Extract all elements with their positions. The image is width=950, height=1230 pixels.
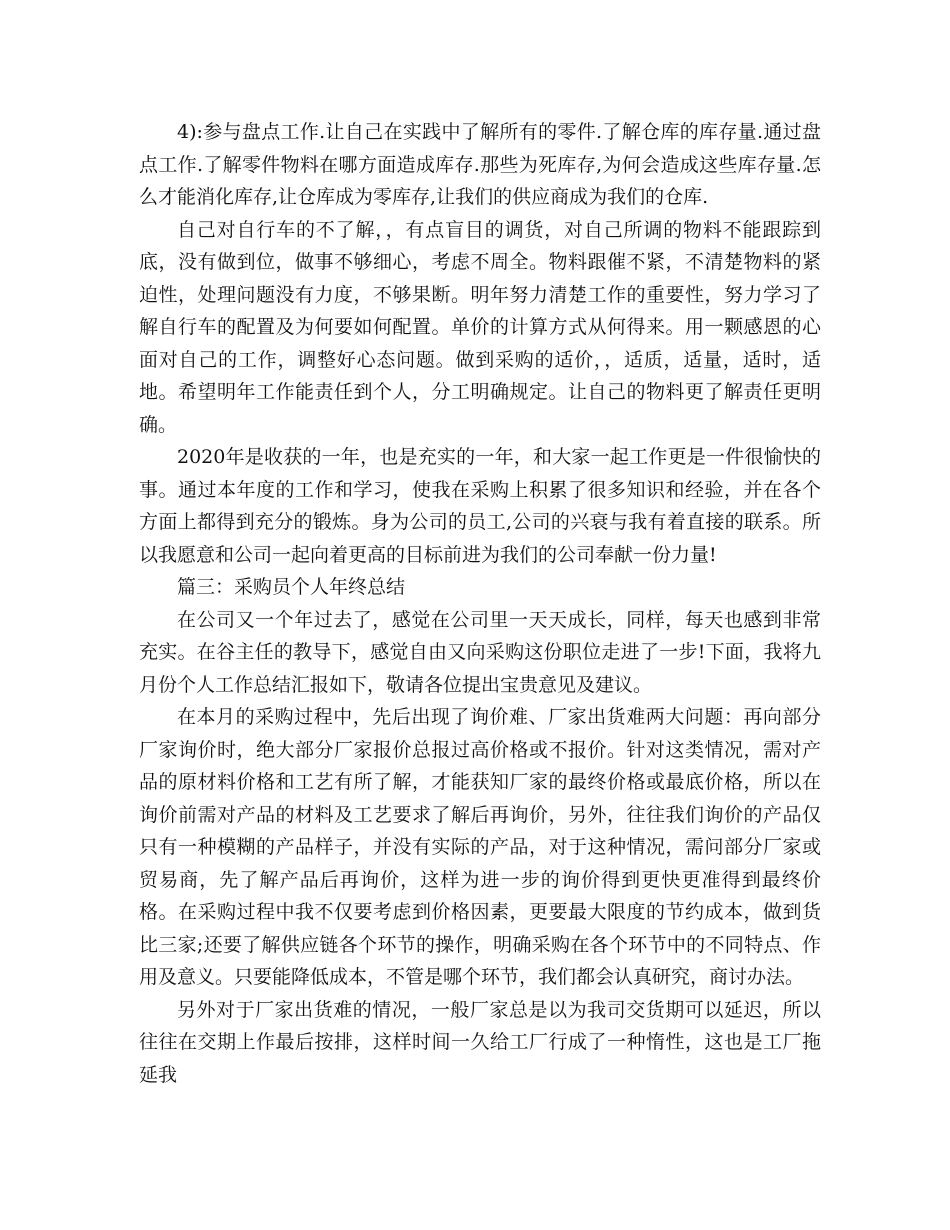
paragraph-procurement-process: 在本月的采购过程中，先后出现了询价难、厂家出货难两大问题：再向部分厂家询价时，绝大部分厂家报价总报过高价格或不报价。针对这类情况，需对产品的原材料价格和工艺有所了解，才能获知厂家的最终价格或最底价格，所以在询价前需对产品的材料及工艺要求了解后再询价，另外，往往我们询价的产品仅只有一种模糊的产品样子，并没有实际的产品，对于这种情况，需问部分厂家或贸易商，先了解产品后再询价，这样为进一步的询价得到更快更准得到最终价格。在采购过程中我不仅要考虑到价格因素，更要最大限度的节约成本，做到货比三家;还要了解供应链各个环节的操作，明确采购在各个环节中的不同特点、作用及意义。只要能降低成本，不管是哪个环节，我们都会认真研究，商讨办法。	[139, 706, 821, 988]
section-heading: 篇三：采购员个人年终总结	[177, 576, 406, 598]
paragraph-delivery-issues: 另外对于厂家出货难的情况，一般厂家总是以为我司交货期可以延迟，所以往往在交期上作最后按排，这样时间一久给工厂行成了一种惰性，这也是工厂拖延我	[139, 998, 821, 1086]
paragraph-inventory-work: 4):参与盘点工作.让自己在实践中了解所有的零件.了解仓库的库存量.通过盘点工作.了解零件物料在哪方面造成库存.那些为死库存,为何会造成这些库存量.怎么才能消化库存,让仓库成为零库存,让我们的供应商成为我们的仓库.	[139, 121, 821, 208]
paragraph-intro: 在公司又一个年过去了，感觉在公司里一天天成长，同样，每天也感到非常充实。在谷主任的教导下，感觉自由又向采购这份职位走进了一步!下面，我将九月份个人工作总结汇报如下，敬请各位提出宝贵意见及建议。	[139, 608, 821, 696]
paragraph-self-reflection: 自己对自行车的不了解，，有点盲目的调货，对自己所调的物料不能跟踪到底，没有做到位，做事不够细心，考虑不周全。物料跟催不紧，不清楚物料的紧迫性，处理问题没有力度，不够果断。明年努力清楚工作的重要性，努力学习了解自行车的配置及为何要如何配置。单价的计算方式从何得来。用一颗感恩的心面对自己的工作，调整好心态问题。做到采购的适价，，适质，适量，适时，适地。希望明年工作能责任到个人，分工明确规定。让自己的物料更了解责任更明确。	[139, 218, 821, 436]
document-body	[139, 116, 821, 1091]
paragraph-year-summary: 2020年是收获的一年，也是充实的一年，和大家一起工作更是一件很愉快的事。通过本年度的工作和学习，使我在采购上积累了很多知识和经验，并在各个方面上都得到充分的锻炼。身为公司的员工,公司的兴衰与我有着直接的联系。所以我愿意和公司一起向着更高的目标前进为我们的公司奉献一份力量!	[139, 446, 821, 566]
